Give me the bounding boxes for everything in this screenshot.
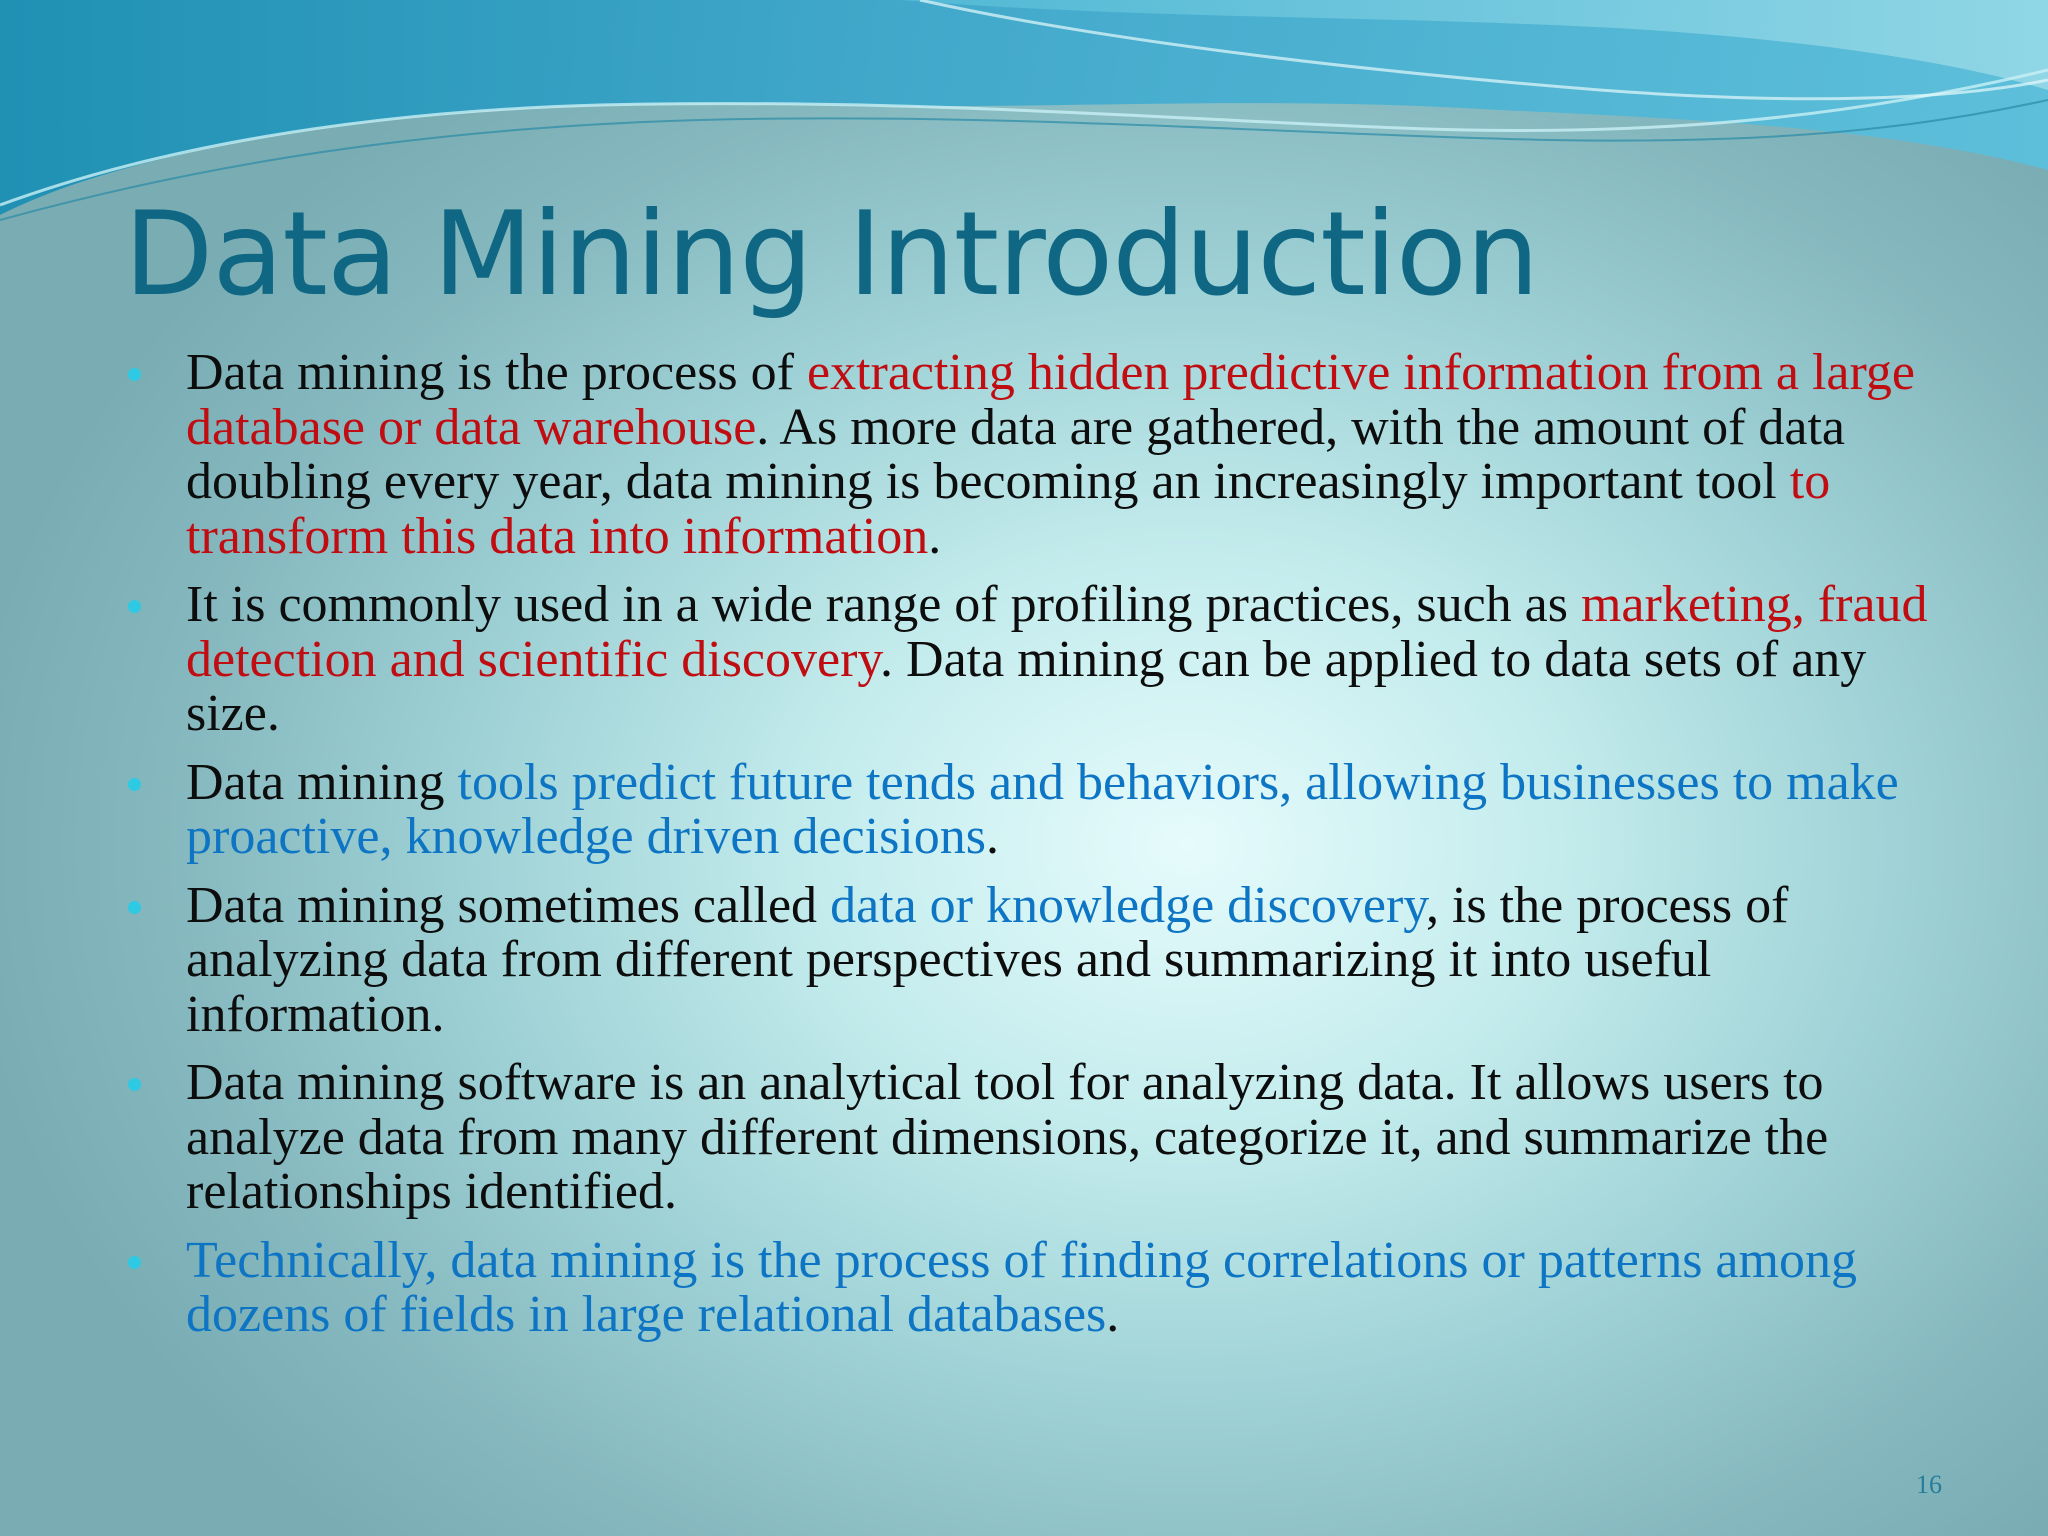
bullet-text: It is commonly used in a wide range of profiling practices, such as [186,576,1581,633]
page-number: 16 [1916,1470,1942,1499]
red-highlight-text: to transform this data into information [186,453,1831,565]
bullet-dot-icon [128,600,141,613]
bullet-item [128,578,1928,742]
bullet-text: . [985,808,999,865]
blue-highlight-text: Technically, data mining is the process of finding correlations or patterns among dozens of fields in large relational databases [186,1231,1857,1343]
red-highlight-text: extracting hidden predictive information from a large database or data warehouse [186,344,1915,456]
bullet-text: . Data mining can be applied to data sets of any size. [186,630,1867,742]
bullet-text: Data mining sometimes called [186,876,831,934]
slide-title: Data Mining Introduction [124,187,1539,322]
bullet-text: Data mining [186,753,458,811]
bullet-item [128,1056,1928,1220]
bullet-dot-icon [128,778,141,791]
bullet-item [128,1231,1928,1343]
blue-highlight-text: tools predict future tends and behaviors, allowing businesses to make proactive, knowledge driven decisions [186,753,1899,865]
bullet-dot-icon [128,1256,141,1269]
bullet-text: . As more data are gathered, with the amount of data doubling every year, data mining is becoming an increasingly important tool [186,398,1846,510]
bullet-item [128,876,1928,1043]
bullet-text: . [1106,1286,1120,1343]
bullet-dot-icon [128,901,141,914]
bullet-dot-icon [128,368,141,381]
bullet-dot-icon [128,1078,141,1091]
bullet-item [128,753,1928,865]
bullet-list [128,346,1928,1343]
blue-highlight-text: data or knowledge discovery [830,876,1426,934]
bullet-text: . [928,507,942,565]
bullet-text: Data mining software is an analytical tool for analyzing data. It allows users to analyze data from many different dimensions, categorize it, and summarize the relationships identified. [186,1054,1829,1220]
red-highlight-text: marketing, fraud detection and scientific discovery [186,576,1928,688]
bullet-item [128,346,1928,564]
bullet-text: , is the process of analyzing data from different perspectives and summarizing it into useful information. [186,876,1789,1043]
bullet-text: Data mining is the process of [186,344,807,401]
